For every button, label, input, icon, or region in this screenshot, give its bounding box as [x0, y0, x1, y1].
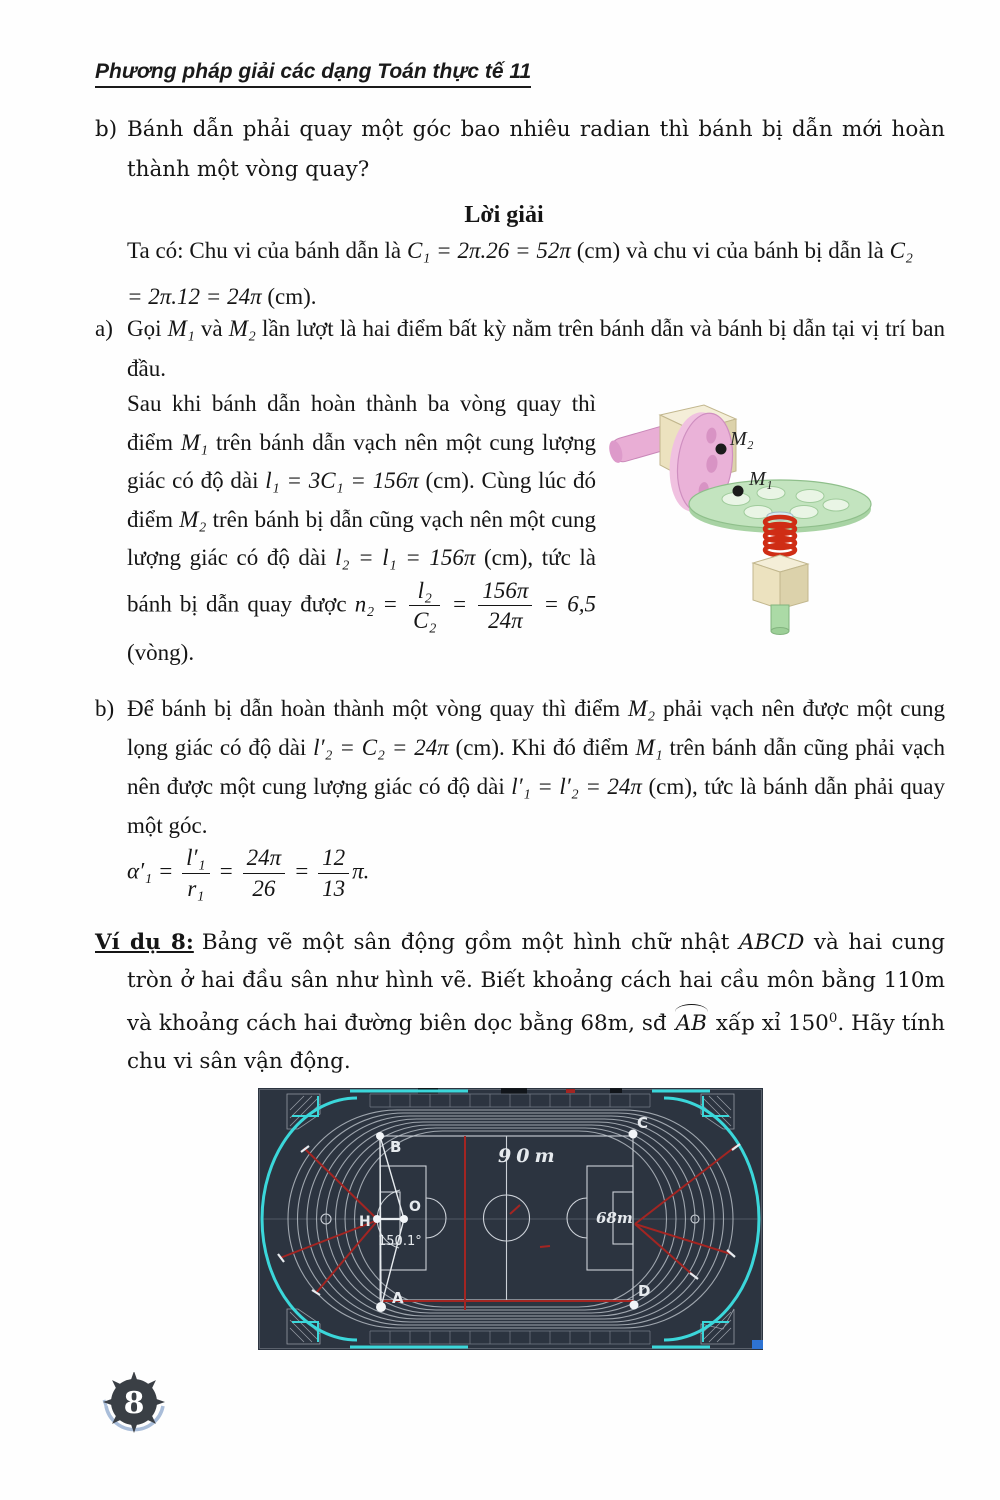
math-run: M₁	[180, 429, 209, 455]
math-run: =	[288, 858, 316, 884]
text-run: xấp xỉ	[708, 1011, 788, 1037]
math-run: l₂ = l₁ = 156π	[335, 545, 476, 570]
fraction-denominator: r₁	[187, 875, 205, 901]
item-marker: b)	[95, 696, 115, 721]
math-run: =	[443, 591, 476, 617]
degree-superscript: 0	[828, 1011, 838, 1026]
page-number: 8	[123, 1386, 145, 1421]
fraction-numerator: 24π	[243, 845, 286, 874]
math-run: M₁	[167, 316, 195, 341]
text-run: Để bánh bị dẫn hoàn thành một vòng quay thì điểm	[127, 696, 628, 721]
math-run: =	[212, 858, 240, 884]
pulley-figure	[608, 385, 913, 637]
solution-alpha-formula	[95, 845, 913, 902]
text-run: (cm). Khi đó điểm	[448, 735, 636, 760]
label-68m: 68m	[596, 1209, 633, 1227]
fraction-denominator: C₂	[413, 608, 437, 634]
output-shaft	[771, 605, 789, 635]
fraction-numerator: l₂	[409, 578, 440, 607]
text-run: (cm), tức là bánh dẫn phải quay một góc.	[127, 774, 945, 838]
arc-ab-notation: AB	[674, 1005, 709, 1043]
label-d: D	[638, 1282, 651, 1300]
angle-value: 150	[787, 1011, 829, 1037]
selection-handle[interactable]	[752, 1340, 763, 1349]
text-run: (cm) và chu vi của bánh bị dẫn là	[570, 238, 890, 263]
text-run: . Hãy tính chu vi sân vận động.	[127, 1011, 945, 1075]
math-run: l₁ = 3C₁ = 156π	[265, 468, 419, 493]
text-run: lần lượt là hai điểm bất kỳ nằm trên bánh dẫn và bánh bị dẫn tại vị trí ban đầu.	[127, 316, 945, 381]
fraction	[182, 845, 209, 902]
label-c: C	[637, 1114, 649, 1132]
math-run: M₂	[228, 316, 256, 341]
math-run: C₂ = 2π.12 = 24π	[127, 238, 913, 309]
math-run: l′₂ = C₂ = 24π	[313, 735, 449, 760]
fraction-numerator: l′₁	[182, 845, 209, 874]
text-run: Gọi	[127, 316, 168, 341]
solution-intro	[95, 228, 913, 320]
math-run: l′₁ = l′₂ = 24π	[511, 774, 642, 799]
text-run: Sau khi bánh dẫn hoàn thành ba vòng quay thì điểm	[127, 391, 596, 455]
text-run: phải vạch nên được một cung lọng giác có độ dài	[127, 696, 945, 760]
page-gear-svg	[102, 1372, 168, 1444]
label-a: A	[392, 1289, 404, 1307]
question-b-text: Bánh dẫn phải quay một góc bao nhiêu radian thì bánh bị dẫn mới hoàn thành một vòng quay?	[127, 117, 945, 182]
solution-title: Lời giải	[464, 202, 544, 228]
math-run: M₂	[179, 506, 207, 532]
text-run: trên bánh bị dẫn cũng vạch nên một cung lượng giác có độ dài	[127, 506, 596, 570]
math-run: M₁	[635, 735, 663, 760]
label-o: O	[409, 1199, 421, 1215]
math-run: α′₁ =	[127, 858, 180, 884]
example-label: Ví dụ 8:	[95, 930, 194, 955]
solution-part-a2	[95, 385, 913, 673]
math-run: = 6,5	[535, 591, 596, 617]
stadium-svg	[258, 1088, 763, 1350]
pulley-figure-svg	[608, 385, 913, 637]
label-b: B	[390, 1138, 402, 1156]
solution-part-b	[95, 689, 945, 845]
item-marker: a)	[95, 316, 113, 341]
text-run: trên bánh dẫn vạch nên một cung lượng giác có độ dài	[127, 429, 596, 493]
text-run: (cm), tức là bánh bị dẫn quay được	[127, 545, 596, 617]
output-block	[753, 555, 808, 609]
text-run: và hai cung tròn ở hai đầu sân như hình vẽ. Biết khoảng cách hai cầu môn bằng 110m và khoảng cách hai đường biên dọc bằng 68m, sđ	[127, 930, 945, 1037]
math-run: M₂	[627, 696, 656, 721]
text-run: (cm).	[261, 284, 317, 309]
fraction	[243, 845, 286, 902]
text-run: Ta có: Chu vi của bánh dẫn là	[127, 238, 407, 263]
fraction-numerator: 156π	[478, 578, 532, 607]
header-title: Phương pháp giải các dạng Toán thực tế 11	[95, 60, 531, 88]
item-marker: b)	[95, 117, 118, 142]
solution-part-a	[95, 309, 945, 389]
label-angle: 150.1°	[378, 1234, 422, 1249]
text-run: và	[194, 316, 229, 341]
text-run: (vòng).	[127, 640, 195, 665]
math-run: n₂ =	[354, 591, 407, 617]
point-m2-dot	[716, 444, 727, 455]
fraction-denominator: 24π	[488, 608, 523, 634]
running-header	[95, 60, 531, 84]
page-number-badge	[102, 1372, 168, 1444]
fraction	[478, 578, 532, 635]
alpha-formula-text	[127, 845, 913, 902]
fraction-numerator: 12	[318, 845, 349, 874]
question-b	[95, 110, 945, 190]
stadium-figure	[258, 1088, 763, 1350]
text-run: (cm). Cùng lúc đó điểm	[127, 468, 596, 532]
text-run: trên bánh dẫn cũng phải vạch nên được một cung lượng giác có độ dài	[127, 735, 945, 799]
fraction-denominator: 13	[322, 875, 346, 901]
text-run: Bảng vẽ một sân động gồm một hình chữ nhật	[201, 930, 739, 955]
example-8	[95, 924, 945, 1081]
math-run: π.	[352, 858, 370, 884]
fraction-denominator: 26	[252, 875, 276, 901]
math-run: C₁ = 2π.26 = 52π	[406, 238, 571, 263]
point-m1-label: M₁	[749, 468, 773, 490]
point-m1-dot	[733, 486, 744, 497]
fraction	[318, 845, 349, 902]
fraction	[409, 578, 440, 635]
label-h: H	[359, 1214, 371, 1230]
point-m2-label: M₂	[730, 428, 754, 450]
math-run: ABCD	[738, 930, 805, 955]
solution-intro-text	[127, 228, 913, 320]
label-90m: 90m	[498, 1145, 560, 1167]
